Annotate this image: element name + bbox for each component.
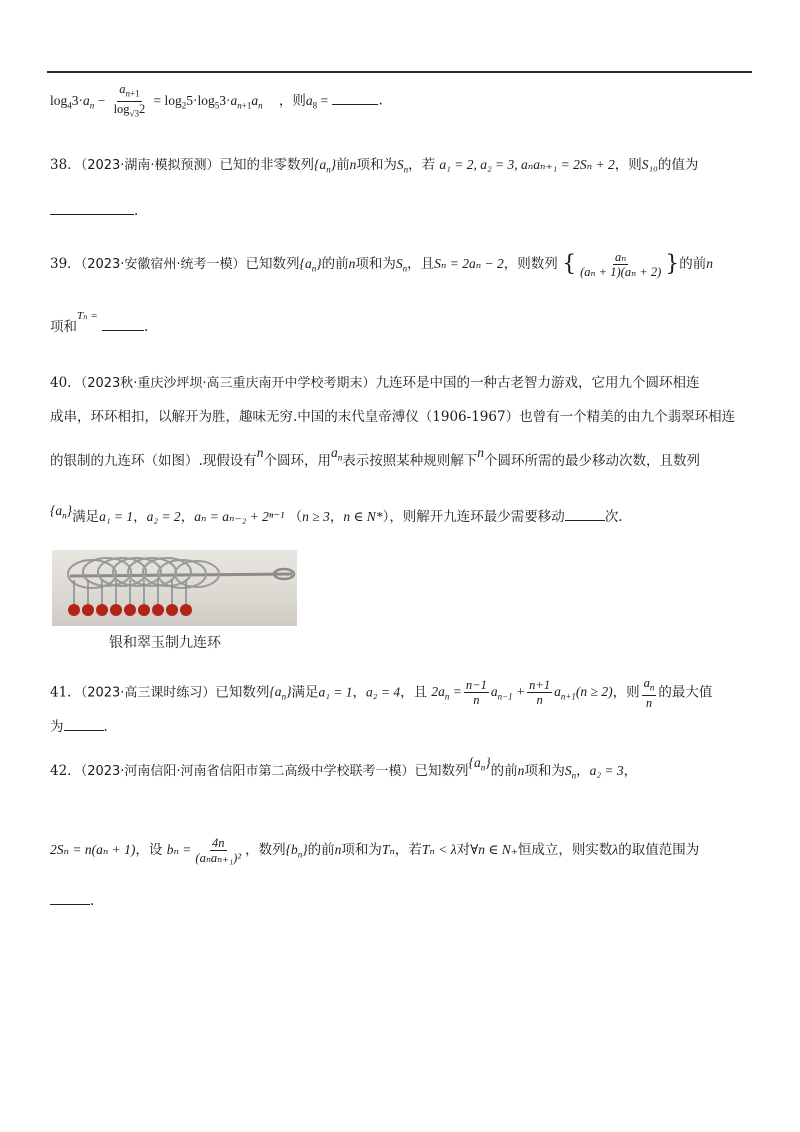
q38-line1: 38．（2023·湖南·模拟预测）已知的非零数列$\{a_n\}$前n项和为$S_n$，若 a₁ = 2, a₂ = 3, aₙaₙ₊₁ = 2Sₙ + 2，则S₁₀的值为: [50, 157, 699, 175]
nine-linked-rings-illustration: [52, 550, 297, 626]
q41-line1: 41．（2023·高三课时练习）已知数列$\{a_n\}$满足a₁ = 1，a₂ = 4，且 $2a_n$ = $\frac{n-1}{n}$ $a_{n-1}$ + $\frac{n+1}{n}$ $a_{n+1}(n \ge 2)$，则 $\frac{a_n}{n}$ 的最大值: [50, 676, 713, 710]
q37-then: ，则: [278, 92, 306, 109]
q42-line2: 2Sₙ = n(aₙ + 1)，设 bₙ = $\frac{4n}{\text{(aₙaₙ₊₁)²}}$ ，数列$\{b_n\}$的前n项和为Tₙ，若Tₙ < λ对∀n ∈ N₊恒成立，则实数λ的取值范围为: [50, 836, 700, 865]
q40-line4: $\{a_n\}$满足a₁ = 1，a₂ = 2，aₙ = aₙ₋₂ + 2ⁿ⁻¹ （n ≥ 3，n ∈ N*），则解开九连环最少需要移动 次.: [50, 503, 623, 525]
q42-source: （2023·河南信阳·河南省信阳市第二高级中学校联考一模）: [80, 764, 415, 779]
q38-condition: a₁ = 2, a₂ = 3, aₙaₙ₊₁ = 2Sₙ + 2: [439, 157, 615, 172]
q39-answer-blank[interactable]: [102, 318, 144, 331]
q42-number: 42．: [50, 763, 81, 779]
q37-answer-blank[interactable]: [332, 92, 378, 105]
q41-line2: 为 .: [50, 719, 108, 735]
nine-linked-rings-photo: [52, 550, 297, 626]
q39-line1: 39．（2023·安徽宿州·统考一模）已知数列$\{a_n\}$的前n项和为$S_n$，且Sₙ = 2aₙ − 2，则数列 { $\frac{\text{aₙ}}{\text{(aₙ + 1)(aₙ + 2)}}$ }的前n: [50, 250, 713, 279]
q39-source: （2023·安徽宿州·统考一模）: [80, 257, 246, 272]
q38-line2: .: [50, 202, 138, 220]
q42-answer-blank[interactable]: [50, 892, 90, 905]
q37-fraction: $\frac{a_{n+1}}{\log_{√3}2}$: [113, 82, 146, 118]
q42-line1: 42．（2023·河南信阳·河南省信阳市第二高级中学校联考一模）已知数列$\{a_n\}$的前n项和为$S_n$，a₂ = 3，: [50, 755, 638, 781]
q38-number: 38．: [50, 157, 81, 173]
q40-line2: 成串，环环相扣，以解开为胜，趣味无穷.中国的末代皇帝溥仪（1906-1967）也曾有一个精美的由九个翡翠环相连: [50, 409, 736, 425]
q38-source: （2023·湖南·模拟预测）: [80, 158, 220, 173]
q40-line1: 40．（2023秋·重庆沙坪坝·高三重庆南开中学校考期末）九连环是中国的一种古老智力游戏，它用九个圆环相连: [50, 375, 700, 391]
q41-number: 41．: [50, 684, 81, 701]
photo-caption: 银和翠玉制九连环: [109, 635, 221, 651]
q40-source: （2023秋·重庆沙坪坝·高三重庆南开中学校考期末）: [80, 376, 376, 391]
q37-formula-line: $\log_43\cdot a_n$ − $\frac{a_{n+1}}{\log_{√3}2}$ = $\log_25\cdot\log_53\cdot a_{n+1}a_n$ ，则$a_8$ = .: [50, 82, 383, 118]
q39-fraction: $\frac{\text{aₙ}}{\text{(aₙ + 1)(aₙ + 2)}}$: [580, 250, 662, 279]
q42-fraction: $\frac{4n}{\text{(aₙaₙ₊₁)²}}$: [195, 836, 242, 865]
q40-answer-blank[interactable]: [565, 508, 605, 521]
q39-number: 39．: [50, 256, 81, 272]
q40-number: 40．: [50, 375, 81, 391]
header-rule: [47, 71, 752, 73]
q38-answer-blank[interactable]: [50, 202, 134, 215]
q42-line3: .: [50, 892, 94, 910]
q41-source: （2023·高三课时练习）: [80, 685, 216, 701]
q40-line3: 的银制的九连环（如图）.现假设有n个圆环，用$a_n$表示按照某种规则解下n个圆环所需的最少移动次数，且数列: [50, 445, 701, 469]
q39-line2: 项和$^{T_n =}$ .: [50, 310, 149, 335]
q41-answer-blank[interactable]: [64, 718, 104, 731]
